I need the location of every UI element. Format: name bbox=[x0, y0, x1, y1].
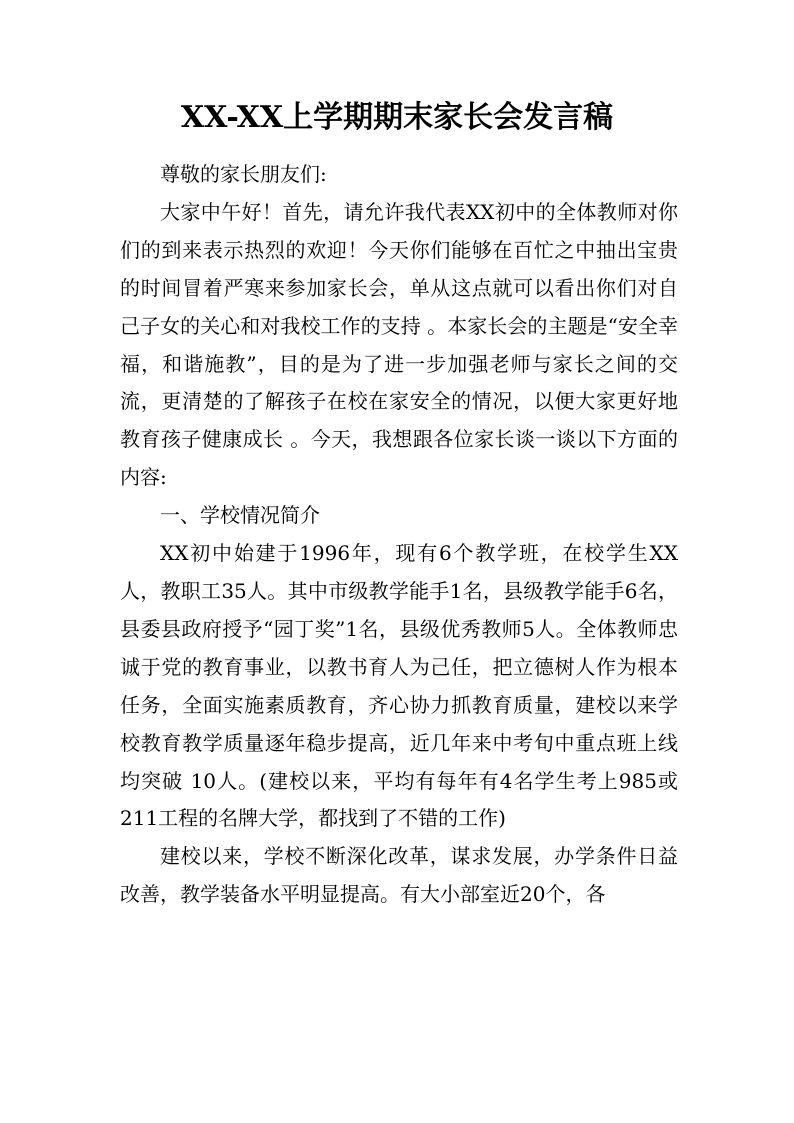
development-paragraph: 建校以来，学校不断深化改革，谋求发展，办学条件日益改善，教学装备水平明显提高。有大小部室近20个，各 bbox=[120, 844, 678, 907]
section-heading: 一、学校情况简介 bbox=[160, 503, 320, 528]
school-intro-paragraph: XX初中始建于1996年，现有6个教学班，在校学生XX人，教职工35人。其中市级教学能手1名，县级教学能手6名，县委县政府授予“园丁奖”1名，县级优秀教师5人。全体教师忠诚于党的教育事业，以教书育人为己任，把立德树人作为根本任务，全面实施素质教育，齐心协力抓教育质量，建校以来学校教育教学质量逐年稳步提高，近几年来中考旬中重点班上线均突破 10人。(建校以来，平均有每年有4名学生考上985或211工程的名牌大学，都找到了不错的工作) bbox=[120, 541, 678, 831]
greeting-paragraph: 尊敬的家长朋友们: bbox=[160, 162, 327, 186]
document-title: XX-XX上学期期末家长会发言稿 bbox=[180, 100, 614, 135]
document-body bbox=[120, 156, 678, 914]
opening-paragraph: 大家中午好！首先，请允许我代表XX初中的全体教师对你们的到来表示热烈的欢迎！今天你们能够在百忙之中抽出宝贵的时间冒着严寒来参加家长会，单从这点就可以看出你们对自己子女的关心和对我校工作的支持 。本家长会的主题是“安全幸福，和谐施教”，目的是为了进一步加强老师与家长之间的交流，更清楚的了解孩子在校在家安全的情况，以便大家更好地教育孩子健康成长 。今天，我想跟各位家长谈一谈以下方面的内容: bbox=[120, 199, 678, 490]
